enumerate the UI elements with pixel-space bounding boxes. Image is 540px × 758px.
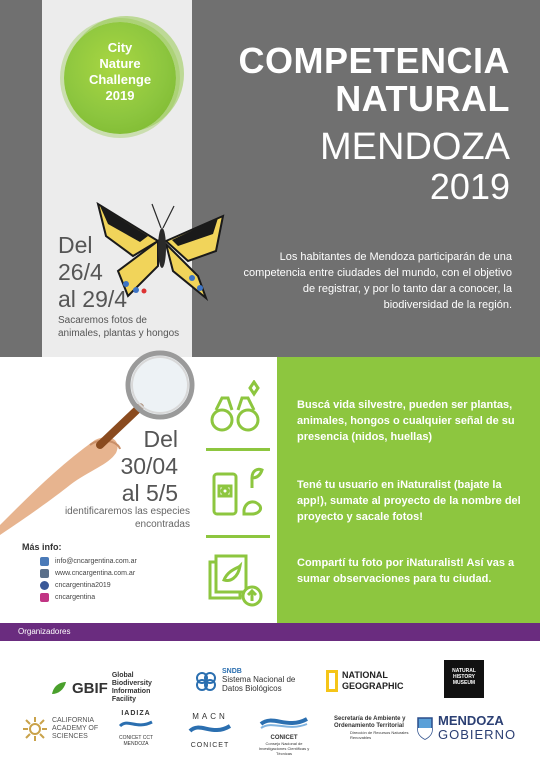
secretaria-logo	[334, 716, 416, 740]
share-photo-icon	[206, 548, 268, 608]
contact-facebook[interactable]	[40, 579, 111, 591]
mendoza-line1: MENDOZA	[438, 713, 504, 728]
phone-camera-icon	[206, 460, 268, 520]
secretaria-line2: Ordenamiento Territorial	[334, 723, 404, 729]
divider	[206, 535, 270, 538]
natgeo-line1: NATIONAL	[342, 670, 388, 680]
natgeo-line2: GEOGRAPHIC	[342, 681, 404, 691]
iadiza-sub: CONICET CCT MENDOZA	[118, 735, 154, 747]
first-period-dates	[58, 232, 127, 313]
facebook-icon	[40, 581, 49, 590]
mendoza-gobierno-logo	[416, 714, 516, 742]
secretaria-line3: Dirección de Recursos Naturales Renovables	[350, 730, 409, 740]
date-line: al 29/4	[58, 286, 128, 312]
contact-instagram[interactable]	[40, 591, 95, 603]
title-line-1: COMPETENCIA	[238, 40, 510, 81]
macn-name: MACN	[192, 712, 228, 721]
sndb-logo	[194, 668, 302, 693]
sndb-circles-icon	[194, 670, 218, 692]
title-line-2: NATURAL	[335, 78, 510, 119]
binoculars-icon	[206, 380, 268, 435]
second-period-dates	[118, 426, 178, 507]
iadiza-name: IADIZA	[121, 710, 151, 717]
city-name: MENDOZA	[320, 126, 510, 168]
nhm-line1: NATURAL	[452, 668, 476, 674]
macn-wave-icon	[188, 721, 232, 737]
date-line: Del	[58, 232, 93, 258]
cas-line3: SCIENCES	[52, 733, 88, 740]
conicet-name: CONICET	[270, 735, 298, 741]
contact-title: Más info:	[22, 542, 62, 552]
intro-text: Los habitantes de Mendoza participarán de una competencia entre ciudades del mundo, con el objetivo de registrar, y por lo tanto dar a conocer, la biodiversidad de la región.	[243, 251, 512, 311]
badge-line: City	[107, 40, 133, 55]
contact-website[interactable]	[40, 567, 135, 579]
conicet-logo	[256, 714, 312, 756]
macn-sub: CONICET	[190, 742, 230, 749]
poster-title	[200, 42, 510, 118]
sndb-sub: Sistema Nacional de Datos Biológicos	[222, 675, 296, 693]
cas-logo	[22, 716, 98, 742]
date-line: 26/4	[58, 259, 103, 285]
second-period-note: identificaremos las especies encontradas	[64, 506, 190, 530]
poster-year: 2019	[429, 166, 510, 207]
contact-text: www.cncargentina.com.ar	[55, 569, 136, 577]
conicet-wave-icon	[259, 714, 309, 730]
date-line: Del	[143, 426, 178, 452]
natgeo-logo	[326, 670, 404, 692]
badge-line: Challenge	[88, 72, 152, 87]
cas-line2: ACADEMY OF	[52, 725, 99, 732]
iadiza-wave-icon	[118, 718, 154, 730]
organizers-bar	[0, 623, 540, 641]
web-icon	[40, 569, 49, 578]
conicet-sub: Consejo Nacional de Investigaciones Científicas y Técnicas	[258, 741, 310, 756]
date-line: al 5/5	[121, 480, 178, 506]
instagram-icon	[40, 593, 49, 602]
mendoza-line2: GOBIERNO	[438, 727, 517, 742]
first-period-note: Sacaremos fotos de animales, plantas y hongos	[58, 315, 180, 339]
natgeo-frame-icon	[326, 670, 338, 692]
gbif-sub: Global Biodiversity Information Facility	[111, 672, 152, 703]
contact-text: cncargentina	[55, 593, 96, 601]
step-1-text: Buscá vida silvestre, pueden ser plantas, animales, hongos o cualquier señal de su presencia (nidos, huellas)	[297, 399, 515, 443]
cas-sun-icon	[22, 716, 48, 742]
badge-line: Nature	[99, 56, 141, 71]
nhm-logo	[444, 660, 484, 698]
secretaria-line1: Secretaría de Ambiente y	[334, 716, 406, 722]
step-2-text: Tené tu usuario en iNaturalist (bajate la app!), sumate al proyecto de la nombre del proyecto y sacale fotos!	[297, 479, 521, 523]
contact-email[interactable]	[40, 555, 137, 567]
mendoza-shield-icon	[416, 716, 434, 740]
macn-logo	[186, 712, 234, 749]
date-line: 30/04	[120, 453, 178, 479]
step-3-text: Compartí tu foto por iNaturalist! Así vas a sumar observaciones para tu ciudad.	[297, 557, 515, 585]
badge-line: 2019	[105, 88, 135, 103]
nhm-line2: HISTORY	[453, 674, 475, 680]
gbif-name: GBIF	[72, 679, 108, 697]
contact-text: info@cncargentina.com.ar	[55, 557, 137, 565]
badge-text	[64, 40, 176, 104]
contact-text: cncargentina2019	[55, 581, 111, 589]
iadiza-logo	[115, 710, 157, 747]
nhm-line3: MUSEUM	[452, 680, 476, 686]
cas-line1: CALIFORNIA	[52, 717, 95, 724]
gbif-leaf-icon	[50, 680, 68, 696]
gbif-logo	[50, 672, 172, 704]
divider	[206, 448, 270, 451]
organizers-label: Organizadores	[18, 627, 71, 636]
sndb-name: SNDB	[222, 668, 242, 675]
mail-icon	[40, 557, 49, 566]
